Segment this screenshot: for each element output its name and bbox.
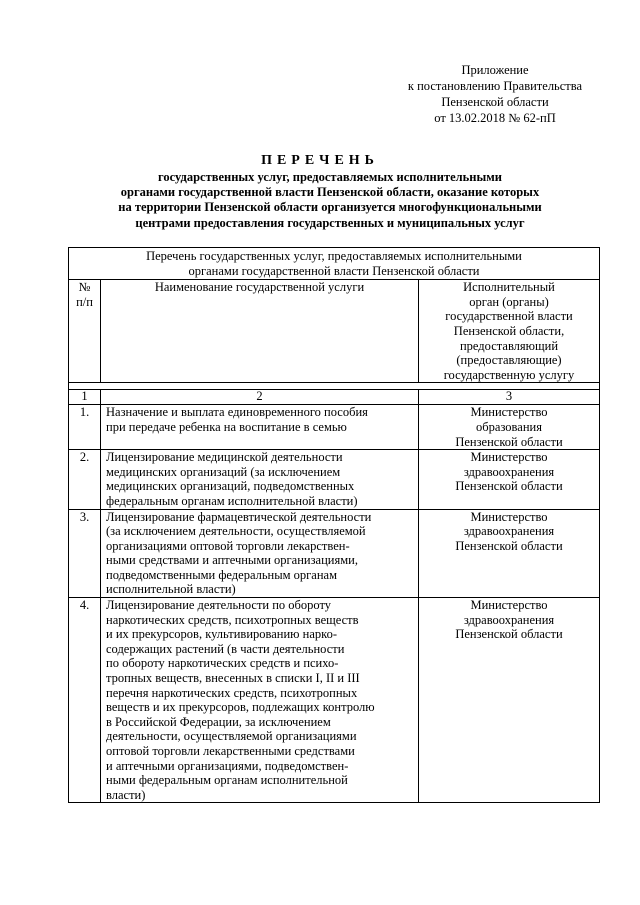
subtitle-line: государственных услуг, предоставляемых исполнительными [158,170,502,184]
header-number-line: п/п [76,294,93,309]
row-number: 1. [69,405,101,450]
service-line: организациями оптовой торговли лекарствен- [106,538,350,553]
subtitle-line: на территории Пензенской области организуется многофункциональными [118,200,542,215]
service-line: при передаче ребенка на воспитание в семью [106,419,347,434]
header-number-line: № [78,280,91,295]
document-subtitle [60,170,600,231]
service-organization [419,598,600,803]
org-line: Пензенской области [455,434,563,449]
services-table [68,247,600,803]
org-line: Пензенской области [455,627,563,642]
column-number: 2 [101,390,419,405]
org-line: здравоохранения [463,464,555,479]
appendix-line: Приложение [461,63,529,77]
org-line: образования [476,419,542,434]
org-line: здравоохранения [463,612,555,627]
header-service-name: Наименование государственной услуги [101,280,419,383]
table-row [69,598,600,803]
service-line: деятельности, осуществляемой организациями [106,729,357,744]
header-number [69,280,101,383]
service-line: федеральным органам исполнительной власти) [106,493,358,508]
caption-line: Перечень государственных услуг, предоставляемых исполнительными [146,249,522,263]
service-organization [419,509,600,598]
row-number: 2. [69,450,101,509]
header-organization [419,280,600,383]
appendix-line: от 13.02.2018 № 62-пП [434,111,556,125]
table-header-row [69,280,600,383]
service-line: содержащих растений (в части деятельности [106,641,345,656]
row-number: 3. [69,509,101,598]
org-line: Министерство [470,450,548,465]
service-line: оптовой торговли лекарственными средствами [106,744,355,758]
service-line: ными федеральным органам исполнительной [106,773,348,788]
header-org-line: орган (органы) [469,294,549,309]
service-name [101,509,419,598]
service-line: наркотических средств, психотропных веществ [106,612,359,627]
column-number: 3 [419,390,600,405]
service-line: и аптечными организациями, подведомствен- [106,758,349,773]
table-caption-row [69,248,600,280]
service-line: медицинских организаций (за исключением [106,464,341,479]
document-title: ПЕРЕЧЕНЬ [261,153,379,168]
header-org-line: (предоставляющие) [456,353,562,368]
appendix-line: к постановлению Правительства [407,79,583,93]
service-line: в Российской Федерации, за исключением [106,714,331,729]
service-line: исполнительной власти) [106,582,236,597]
service-line: власти) [106,787,146,802]
service-line: Лицензирование деятельности по обороту [106,598,332,613]
org-line: Министерство [470,598,548,613]
service-line: Назначение и выплата единовременного пособия [106,405,368,420]
org-line: Пензенской области [455,479,563,494]
service-line: медицинских организаций, подведомственных [106,479,355,494]
service-line: перечня наркотических средств, психотропных [106,685,358,700]
column-number: 1 [69,390,101,405]
service-name [101,598,419,803]
service-line: (за исключением деятельности, осуществляемой [106,524,366,539]
appendix-header [360,62,630,126]
service-line: Лицензирование фармацевтической деятельности [106,509,372,524]
service-line: тропных веществ, внесенных в списки I, II и III [106,671,360,686]
org-line: здравоохранения [463,524,555,539]
service-name [101,405,419,450]
org-line: Министерство [470,509,548,524]
subtitle-line: органами государственной власти Пензенской области, оказание которых [120,185,540,200]
service-line: веществ и их прекурсоров, подлежащих контролю [106,700,375,715]
service-organization [419,405,600,450]
org-line: Пензенской области [455,538,563,553]
header-org-line: Пензенской области, [453,323,565,338]
table-row [69,405,600,450]
service-line: по обороту наркотических средств и психо- [106,656,339,671]
service-line: Лицензирование медицинской деятельности [106,450,343,465]
caption-line: органами государственной власти Пензенской области [188,263,480,278]
subtitle-line: центрами предоставления государственных и муниципальных услуг [135,215,525,230]
service-line: и их прекурсоров, культивированию нарко- [106,627,337,642]
header-org-line: предоставляющий [459,338,559,353]
appendix-line: Пензенской области [441,95,549,109]
header-org-line: государственную услугу [443,367,575,382]
table-caption [69,248,600,280]
table-separator [69,383,600,390]
table-row [69,509,600,598]
row-number: 4. [69,598,101,803]
service-organization [419,450,600,509]
header-org-line: Исполнительный [463,280,555,295]
service-name [101,450,419,509]
column-number-row [69,390,600,405]
service-line: подведомственными федеральным органам [106,567,338,582]
org-line: Министерство [470,405,548,420]
separator-cell [69,383,600,390]
service-line: ными средствами и аптечными организациями, [106,553,358,568]
header-org-line: государственной власти [445,309,573,324]
table-row [69,450,600,509]
